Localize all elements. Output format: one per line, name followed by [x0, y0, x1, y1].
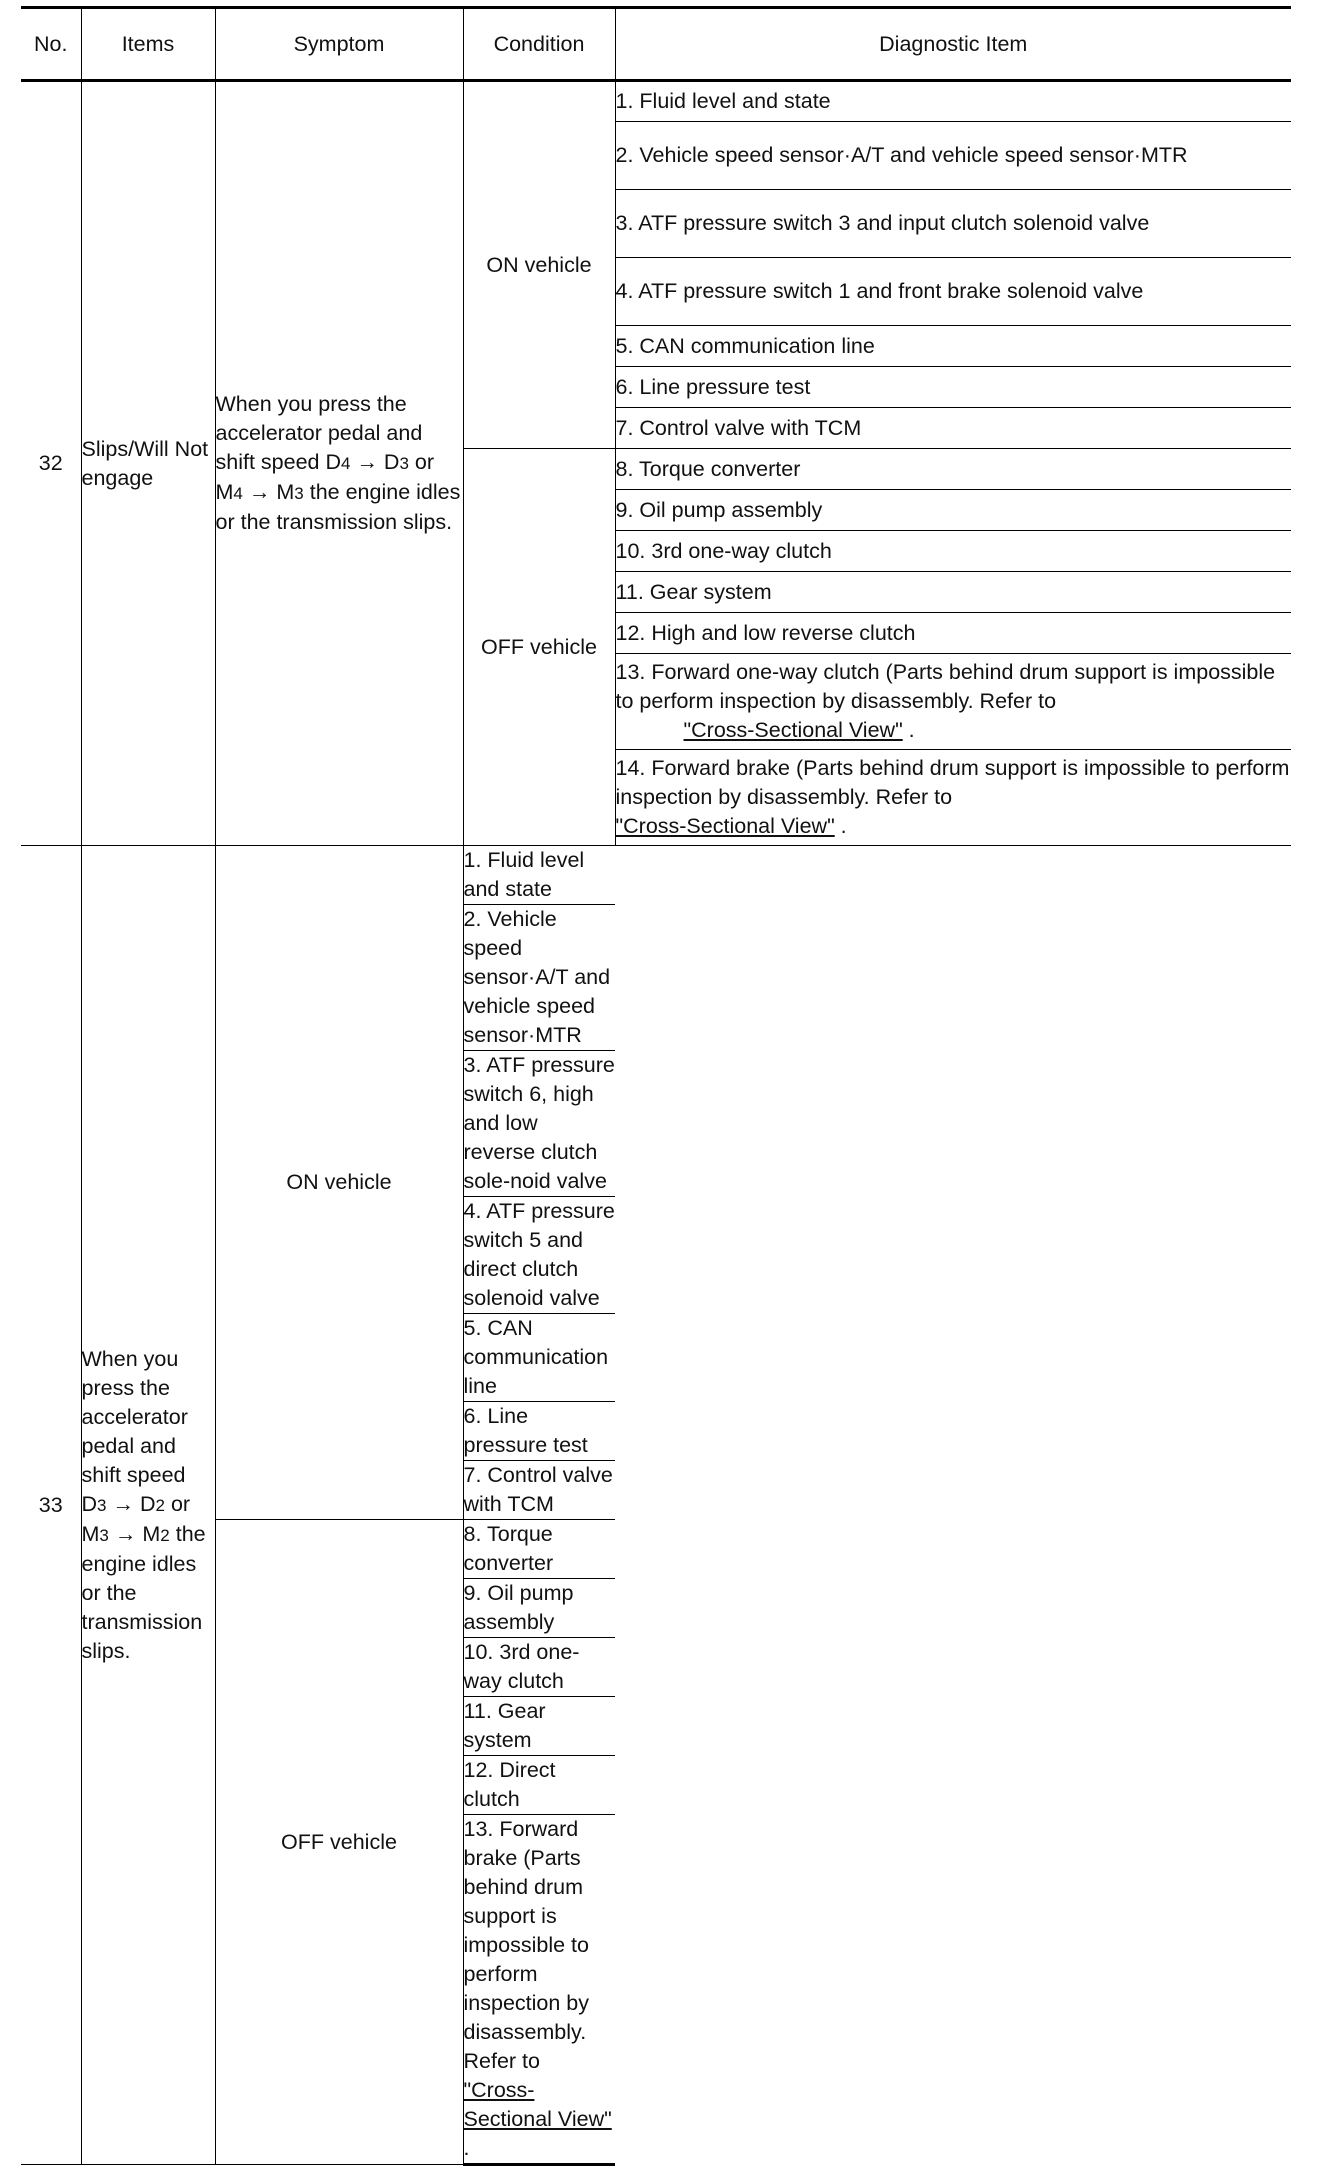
cross-sectional-view-link[interactable]: "Cross-Sectional View": [615, 814, 835, 838]
arrow-icon: →: [112, 1491, 134, 1516]
diagnostic-item: 5. CAN communication line: [463, 1314, 615, 1402]
items-cell: Slips/Will Not engage: [81, 81, 215, 846]
condition-off-vehicle: OFF vehicle: [215, 1520, 463, 2165]
diagnostic-item: 8. Torque converter: [463, 1520, 615, 1579]
header-no: No.: [21, 8, 81, 81]
diagnostic-item: 9. Oil pump assembly: [615, 490, 1291, 531]
diagnostic-item: 9. Oil pump assembly: [463, 1579, 615, 1638]
diagnostic-item: 5. CAN communication line: [615, 326, 1291, 367]
condition-off-vehicle: OFF vehicle: [463, 449, 615, 846]
diagnostic-item: 6. Line pressure test: [615, 367, 1291, 408]
header-symptom: Symptom: [215, 8, 463, 81]
diagnostic-item: 2. Vehicle speed sensor·A/T and vehicle speed sensor·MTR: [463, 905, 615, 1051]
diagnostic-item: 4. ATF pressure switch 5 and direct clutch solenoid valve: [463, 1197, 615, 1314]
diagnostic-item: 11. Gear system: [615, 572, 1291, 613]
diagnostic-item: 10. 3rd one-way clutch: [463, 1638, 615, 1697]
diagnostic-item: 10. 3rd one-way clutch: [615, 531, 1291, 572]
diagnostic-item: 7. Control valve with TCM: [615, 408, 1291, 449]
header-condition: Condition: [463, 8, 615, 81]
row-number: 32: [21, 81, 81, 846]
diagnostic-item: 1. Fluid level and state: [463, 846, 615, 905]
diagnostic-item: 13. Forward one-way clutch (Parts behind drum support is impossible to perform inspection by disassembly. Refer to "Cross-Sectional View" .: [615, 654, 1291, 750]
header-items: Items: [81, 8, 215, 81]
arrow-icon: →: [248, 480, 271, 504]
diagnostic-item: 4. ATF pressure switch 1 and front brake solenoid valve: [615, 258, 1291, 326]
cross-sectional-view-link[interactable]: "Cross-Sectional View": [463, 2078, 612, 2131]
header-row: [21, 8, 1291, 81]
diagnostic-item: 11. Gear system: [463, 1697, 615, 1756]
cross-sectional-view-link[interactable]: "Cross-Sectional View": [683, 718, 903, 742]
diagnostic-item: 7. Control valve with TCM: [463, 1461, 615, 1520]
diagnostic-table: [21, 6, 1291, 2166]
diagnostic-item: 8. Torque converter: [615, 449, 1291, 490]
table-row: [21, 846, 1291, 905]
diagnostic-item: 12. Direct clutch: [463, 1756, 615, 1815]
table-row: [21, 81, 1291, 122]
condition-on-vehicle: ON vehicle: [463, 81, 615, 449]
diagnostic-item: 3. ATF pressure switch 6, high and low reverse clutch sole-noid valve: [463, 1051, 615, 1197]
diagnostic-item: 14. Forward brake (Parts behind drum support is impossible to perform inspection by disassembly. Refer to "Cross-Sectional View" .: [615, 750, 1291, 846]
condition-on-vehicle: ON vehicle: [215, 846, 463, 1520]
arrow-icon: →: [114, 1521, 137, 1546]
symptom-cell: When you press the accelerator pedal and shift speed D3 → D2 or M3 → M2 the engine idles or the transmission slips.: [81, 846, 215, 2165]
symptom-cell: When you press the accelerator pedal and shift speed D4 → D3 or M4 → M3 the engine idles or the transmission slips.: [215, 81, 463, 846]
diagnostic-item: 6. Line pressure test: [463, 1402, 615, 1461]
header-diagnostic-item: Diagnostic Item: [615, 8, 1291, 81]
diagnostic-item: 3. ATF pressure switch 3 and input clutch solenoid valve: [615, 190, 1291, 258]
row-number: 33: [21, 846, 81, 2165]
diagnostic-item: 2. Vehicle speed sensor·A/T and vehicle speed sensor·MTR: [615, 122, 1291, 190]
diagnostic-item: 1. Fluid level and state: [615, 81, 1291, 122]
diagnostic-item: 12. High and low reverse clutch: [615, 613, 1291, 654]
arrow-icon: →: [356, 450, 378, 474]
diagnostic-item: 13. Forward brake (Parts behind drum support is impossible to perform inspection by disassembly. Refer to "Cross-Sectional View" .: [463, 1815, 615, 2165]
